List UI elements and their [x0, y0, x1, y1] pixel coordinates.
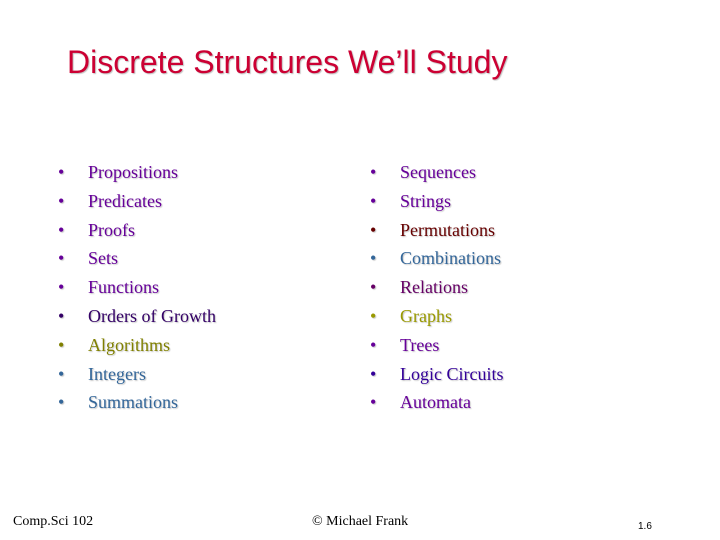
- bullet-icon: •: [370, 363, 377, 384]
- bullet-icon: •: [370, 162, 377, 182]
- bullet-icon: •: [58, 392, 65, 413]
- topic-label: Strings: [400, 190, 452, 211]
- topic-label: Summations: [88, 392, 179, 413]
- page-number: 1.6: [638, 521, 652, 532]
- topic-label: Combinations: [400, 248, 502, 269]
- bullet-icon: •: [58, 248, 65, 269]
- bullet-icon: •: [370, 190, 377, 211]
- list-item: [58, 216, 216, 245]
- topic-label: Functions: [88, 277, 160, 298]
- list-item: [370, 244, 503, 273]
- topic-label: Automata: [400, 392, 471, 413]
- footer-author: © Michael Frank: [312, 514, 409, 529]
- topic-label: Logic Circuits: [400, 363, 504, 384]
- bullet-icon: •: [370, 219, 377, 240]
- list-item: [370, 158, 503, 187]
- left-topic-list: [58, 158, 216, 417]
- list-item: [370, 331, 503, 360]
- bullet-icon: •: [58, 277, 65, 298]
- list-item: [58, 158, 216, 187]
- list-item: [58, 302, 216, 331]
- topic-label: Trees: [400, 334, 440, 355]
- list-item: [58, 187, 216, 216]
- right-topic-list: [370, 158, 503, 417]
- bullet-icon: •: [370, 248, 377, 269]
- list-item: [58, 244, 216, 273]
- list-item: [58, 331, 216, 360]
- list-item: [58, 388, 216, 417]
- bullet-icon: •: [370, 305, 377, 326]
- bullet-icon: •: [58, 363, 65, 384]
- topic-label: Sequences: [400, 162, 476, 182]
- topic-label: Propositions: [88, 162, 179, 182]
- bullet-icon: •: [58, 219, 65, 240]
- bullet-icon: •: [58, 162, 65, 182]
- bullet-icon: •: [370, 334, 377, 355]
- topic-label: Permutations: [400, 219, 495, 240]
- bullet-icon: •: [370, 392, 377, 413]
- list-item: [58, 273, 216, 302]
- topic-label: Integers: [88, 363, 146, 384]
- list-item: [370, 273, 503, 302]
- topic-label: Graphs: [400, 305, 452, 326]
- slide-title: Discrete Structures We’ll Study: [67, 44, 508, 80]
- bullet-icon: •: [58, 190, 65, 211]
- topic-label: Proofs: [88, 219, 136, 240]
- bullet-icon: •: [370, 277, 377, 298]
- topic-label: Sets: [88, 248, 119, 269]
- topic-label: Predicates: [88, 190, 162, 211]
- bullet-icon: •: [58, 305, 65, 326]
- topic-label: Algorithms: [88, 334, 171, 355]
- footer-course: Comp.Sci 102: [13, 514, 94, 529]
- list-item: [370, 302, 503, 331]
- bullet-icon: •: [58, 334, 65, 355]
- topic-label: Orders of Growth: [88, 305, 216, 326]
- list-item: [58, 360, 216, 389]
- list-item: [370, 187, 503, 216]
- list-item: [370, 216, 503, 245]
- list-item: [370, 388, 503, 417]
- list-item: [370, 360, 503, 389]
- topic-label: Relations: [400, 277, 468, 298]
